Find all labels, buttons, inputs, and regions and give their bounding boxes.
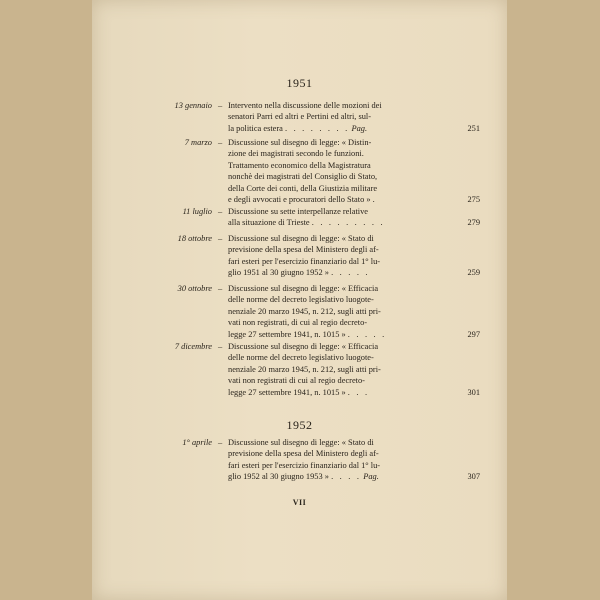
page-number: 279 <box>467 218 480 228</box>
entry-text <box>228 233 448 279</box>
entry-line: nenziale 20 marzo 1945, n. 212, sugli atti pri- <box>228 364 381 374</box>
entry-dash: – <box>218 284 223 293</box>
page-number: 251 <box>467 123 480 133</box>
entry-text <box>228 100 448 134</box>
entry-line: Discussione sul disegno di legge: « Efficacia <box>228 342 379 351</box>
entry-date: 1° aprile <box>182 438 212 447</box>
entry-dash: – <box>218 234 223 243</box>
dot-leader: . . . . . <box>331 268 370 278</box>
entry-line: delle norme del decreto legislativo luogote- <box>228 295 374 305</box>
toc-entry <box>138 206 480 229</box>
entry-line-last <box>228 267 448 278</box>
entry-dash: – <box>218 438 223 447</box>
entry-text <box>228 437 448 483</box>
dot-leader: . <box>372 195 377 205</box>
entry-line: legge 27 settembre 1941, n. 1015 » <box>228 387 346 397</box>
year-heading-1952: 1952 <box>286 418 313 432</box>
entry-line: alla situazione di Trieste <box>228 218 310 228</box>
entry-text <box>228 206 448 229</box>
entry-line-last <box>228 217 448 228</box>
entry-line: Discussione su sette interpellanze relative <box>228 207 368 216</box>
entry-line: Trattamento economico della Magistratura <box>228 160 371 170</box>
entry-line: senatori Parri ed altri e Pertini ed altri, sul- <box>228 112 372 122</box>
entry-line: Discussione sul disegno di legge: « Stato di <box>228 438 374 447</box>
dot-leader: . . . . . . . . . <box>311 218 385 228</box>
page-number: 307 <box>467 472 480 482</box>
entry-text <box>228 137 448 205</box>
entry-line: vati non registrati di cui al regio decreto- <box>228 376 365 386</box>
entry-line-last <box>228 123 448 134</box>
page-number: 301 <box>467 387 480 397</box>
entry-dash: – <box>218 138 223 147</box>
entry-line: nenziale 20 marzo 1945, n. 212, sugli atti pri- <box>228 306 381 316</box>
entry-line-last <box>228 471 448 482</box>
entry-dash: – <box>218 101 223 110</box>
pag-label: Pag. <box>363 472 379 482</box>
entry-dash: – <box>218 342 223 351</box>
entry-line: glio 1952 al 30 giugno 1953 » <box>228 472 329 482</box>
entry-line: la politica estera <box>228 123 283 133</box>
entry-line: previsione della spesa del Ministero degli af- <box>228 449 379 459</box>
entry-line: Intervento nella discussione delle mozioni dei <box>228 101 382 110</box>
dot-leader: . . . . . . . . <box>284 123 350 133</box>
entry-line: legge 27 settembre 1941, n. 1015 » <box>228 329 346 339</box>
entry-text <box>228 341 448 398</box>
entry-line: della Corte dei conti, della Giustizia militare <box>228 183 378 193</box>
entry-line: nonchè dei magistrati del Consiglio di Stato, <box>228 172 378 182</box>
entry-line-last <box>228 387 448 398</box>
entry-line: fari esteri per l'esercizio finanziario dal 1° lu- <box>228 256 381 266</box>
entry-line-last <box>228 194 448 205</box>
entry-line: previsione della spesa del Ministero degli af- <box>228 245 379 255</box>
folio-roman-numeral: VII <box>292 498 307 507</box>
toc-entry <box>138 341 480 399</box>
entry-line: Discussione sul disegno di legge: « Efficacia <box>228 284 379 293</box>
dot-leader: . . . . <box>331 472 362 482</box>
entry-line: e degli avvocati e procuratori dello Stato » <box>228 195 371 205</box>
dot-leader: . . . <box>347 387 370 397</box>
toc-entry <box>138 100 480 134</box>
entry-date: 7 dicembre <box>174 342 212 351</box>
page-number: 275 <box>467 195 480 204</box>
entry-line: Discussione sul disegno di legge: « Stato di <box>228 234 374 243</box>
page-number: 297 <box>467 329 480 339</box>
toc-entry <box>138 437 480 483</box>
entry-date: 30 ottobre <box>177 284 212 293</box>
entry-date: 18 ottobre <box>177 234 212 243</box>
entry-line: glio 1951 al 30 giugno 1952 » <box>228 268 329 278</box>
entry-text <box>228 283 448 340</box>
entry-date: 13 gennaio <box>174 101 212 110</box>
entry-date: 11 luglio <box>182 207 212 216</box>
entry-line: zione dei magistrati secondo le funzioni. <box>228 149 364 159</box>
entry-line: fari esteri per l'esercizio finanziario dal 1° lu- <box>228 460 381 470</box>
entry-line-last <box>228 329 448 340</box>
entry-date: 7 marzo <box>184 138 212 147</box>
dot-leader: . . . . . <box>347 329 387 339</box>
entry-dash: – <box>218 207 223 216</box>
pag-label: Pag. <box>351 123 368 133</box>
page-number: 259 <box>467 268 480 278</box>
entry-line: Discussione sul disegno di legge: « Distin- <box>228 138 372 147</box>
toc-entry <box>138 137 480 206</box>
entry-line: delle norme del decreto legislativo luogote- <box>228 353 374 363</box>
book-page <box>92 0 507 600</box>
toc-entry <box>138 283 480 341</box>
entry-line: vati non registrati, di cui al regio decreto- <box>228 318 368 328</box>
year-heading-1951: 1951 <box>286 76 313 90</box>
toc-entry <box>138 233 480 279</box>
